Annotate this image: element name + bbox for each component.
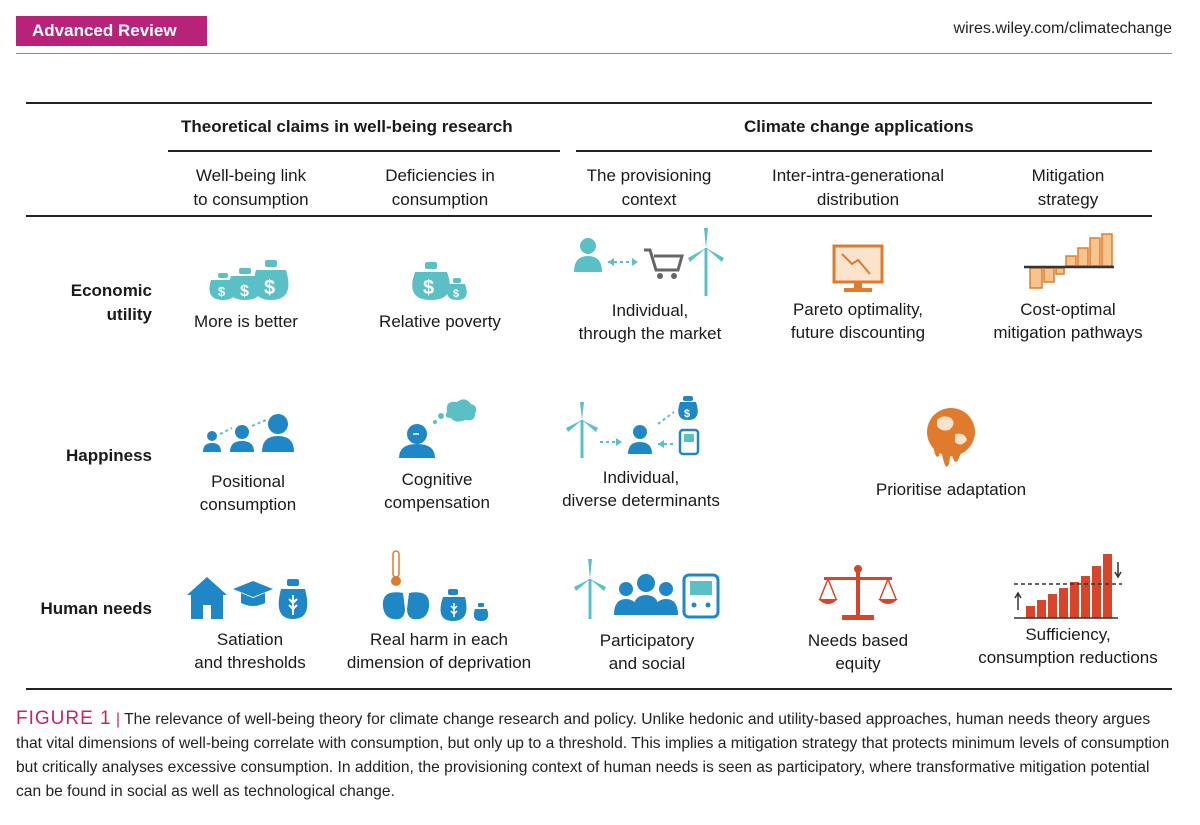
cell-label-line: Individual, <box>602 468 680 487</box>
cell-label <box>324 628 554 674</box>
cell-label: Relative poverty <box>379 312 501 331</box>
balance-scale-icon <box>818 563 898 621</box>
svg-text:$: $ <box>423 277 435 299</box>
column-header-line: Well-being link <box>195 166 307 185</box>
column-header-line: Mitigation <box>1031 166 1105 185</box>
cell-label: More is better <box>194 312 298 331</box>
group-header-theory: Theoretical claims in well-being research <box>181 117 513 136</box>
svg-text:$: $ <box>264 277 276 299</box>
cell-diverse-determinants <box>526 392 756 512</box>
cell-label-line: Real harm in each <box>370 630 508 649</box>
cell-needs-based-equity <box>743 563 973 675</box>
table-bottom-rule <box>26 688 1172 690</box>
cell-label-line: equity <box>835 654 881 673</box>
svg-text:$: $ <box>453 288 460 300</box>
column-header-line: The provisioning <box>586 166 712 185</box>
caption-separator: | <box>115 711 121 728</box>
people-comparison-icon <box>200 408 296 454</box>
cell-label-line: future discounting <box>790 323 926 342</box>
cost-optimal-bars-icon <box>1020 232 1116 294</box>
theory-group-rule <box>168 150 560 152</box>
cell-label-line: Cost-optimal <box>1020 300 1116 319</box>
header-bottom-rule <box>26 215 1152 217</box>
cell-label-line: Pareto optimality, <box>792 300 924 319</box>
cell-label-line: Needs based <box>807 631 909 650</box>
column-header-line: to consumption <box>193 190 309 209</box>
house-cap-bag-icon <box>185 573 315 623</box>
table-top-rule <box>26 102 1152 104</box>
row-header-human-needs: Human needs <box>40 599 152 618</box>
cell-label <box>526 466 756 512</box>
cell-cognitive-compensation <box>322 398 552 514</box>
cell-pareto-optimality <box>743 244 973 344</box>
sufficiency-bars-icon <box>1010 552 1126 620</box>
climate-group-rule <box>576 150 1152 152</box>
cell-label <box>322 468 552 514</box>
column-header-consumption-link <box>151 164 351 212</box>
cell-label-line: Participatory <box>599 631 695 650</box>
money-bags-icon <box>201 256 291 302</box>
svg-text:$: $ <box>684 408 691 420</box>
person-thought-icon <box>395 398 479 458</box>
cell-label-line: Cognitive <box>401 470 473 489</box>
cell-label-line: Sufficiency, <box>1025 625 1111 644</box>
journal-url[interactable]: wires.wiley.com/climatechange <box>953 20 1172 37</box>
cell-label-line: dimension of deprivation <box>346 653 532 672</box>
column-header-line: Inter-intra-generational <box>772 166 944 185</box>
thermometer-lungs-bags-icon <box>379 549 499 623</box>
cell-label: Prioritise adaptation <box>875 480 1027 499</box>
group-header-climate: Climate change applications <box>744 117 974 136</box>
cell-prioritise-adaptation <box>801 404 1101 501</box>
caption-text: The relevance of well-being theory for climate change research and policy. Unlike hedonic and utility-based approaches, human needs theory argues that vital dimensions of well-being correlate with consumption, but only up to a threshold. This implies a mitigation strategy that protects minimum levels of consumption but critically analyses excessive consumption. In addition, the provisioning context of human needs is seen as participatory, where transformative mitigation potential can be found in social as well as technological change. <box>16 711 1170 800</box>
row-header-line: utility <box>106 305 152 324</box>
cell-real-harm <box>324 549 554 674</box>
column-header-line: Deficiencies in <box>385 166 495 185</box>
person-determinants-icon <box>566 392 716 458</box>
cell-label-line: compensation <box>384 493 490 512</box>
cell-label-line: consumption reductions <box>978 648 1158 667</box>
svg-text:$: $ <box>240 283 249 300</box>
column-header-line: strategy <box>1037 190 1099 209</box>
cell-relative-poverty <box>325 258 555 333</box>
cell-sufficiency <box>953 552 1183 669</box>
header-divider <box>16 53 1172 54</box>
cell-label-line: mitigation pathways <box>993 323 1143 342</box>
column-header-provisioning <box>549 164 749 212</box>
cell-cost-optimal-pathways <box>953 232 1183 344</box>
column-header-distribution <box>738 164 978 212</box>
turbine-group-train-icon <box>572 555 722 621</box>
monitor-chart-icon <box>830 244 886 294</box>
row-header-happiness: Happiness <box>66 446 152 465</box>
cell-label <box>953 298 1183 344</box>
column-header-mitigation <box>968 164 1168 212</box>
cell-label-line: through the market <box>578 324 722 343</box>
cell-label <box>532 629 762 675</box>
column-header-line: distribution <box>816 190 900 209</box>
cell-label <box>535 299 765 345</box>
row-header-line: Economic <box>70 281 152 300</box>
svg-text:$: $ <box>218 284 226 299</box>
section-badge: Advanced Review <box>16 16 207 46</box>
cell-participatory-social <box>532 555 762 675</box>
figure-caption <box>16 707 1176 804</box>
column-header-deficiencies <box>340 164 540 212</box>
person-cart-turbine-icon <box>570 228 730 298</box>
cell-label-line: Satiation <box>216 630 284 649</box>
cell-label-line: and social <box>608 654 686 673</box>
column-header-line: consumption <box>391 190 489 209</box>
money-bags-small-icon <box>405 258 475 302</box>
cell-label <box>743 629 973 675</box>
cell-label-line: consumption <box>199 495 297 514</box>
cell-label-line: and thresholds <box>194 653 306 672</box>
cell-label-line: Positional <box>211 472 285 491</box>
cell-label <box>743 298 973 344</box>
cell-label-line: diverse determinants <box>562 491 720 510</box>
cell-label <box>948 623 1188 669</box>
cell-individual-market <box>535 228 765 345</box>
figure-label: FIGURE 1 <box>16 708 112 729</box>
column-header-line: context <box>621 190 677 209</box>
cell-label-line: Individual, <box>611 301 689 320</box>
melting-globe-icon <box>923 404 979 476</box>
